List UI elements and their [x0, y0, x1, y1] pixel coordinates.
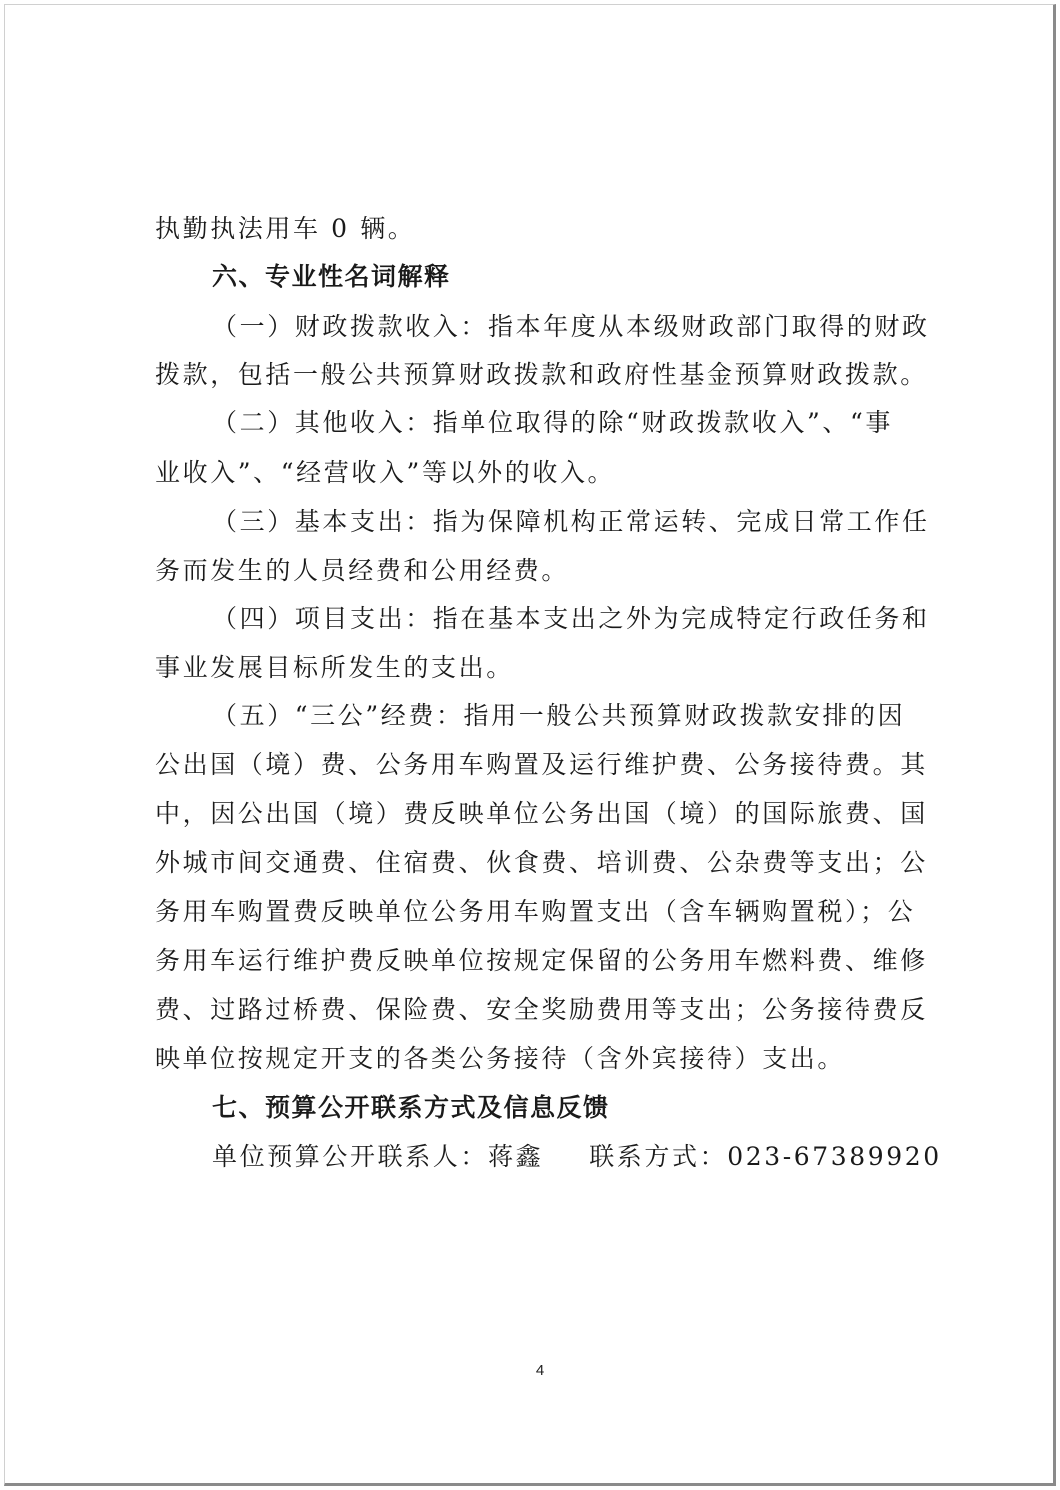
paragraph-line: 执勤执法用车 0 辆。: [155, 214, 416, 243]
paragraph-line: （三）基本支出：指为保障机构正常运转、完成日常工作任: [212, 507, 930, 536]
paragraph-line: （二）其他收入：指单位取得的除“财政拨款收入”、“事: [212, 408, 893, 437]
paragraph-line: 拨款，包括一般公共预算财政拨款和政府性基金预算财政拨款。: [155, 360, 928, 389]
contact-line: [212, 1141, 942, 1173]
page: [4, 4, 1056, 1486]
contact-person: 单位预算公开联系人：蒋鑫: [212, 1142, 544, 1171]
contact-phone: 联系方式：023-67389920: [589, 1142, 942, 1171]
paragraph-line: 务用车运行维护费反映单位按规定保留的公务用车燃料费、维修: [155, 946, 928, 975]
paragraph-line: 业收入”、“经营收入”等以外的收入。: [155, 458, 616, 487]
paragraph-line: 中，因公出国（境）费反映单位公务出国（境）的国际旅费、国: [155, 799, 928, 828]
paragraph-line: 事业发展目标所发生的支出。: [155, 653, 514, 682]
paragraph-line: （四）项目支出：指在基本支出之外为完成特定行政任务和: [212, 604, 930, 633]
paragraph-line: 费、过路过桥费、保险费、安全奖励费用等支出；公务接待费反: [155, 995, 928, 1024]
paragraph-line: 公出国（境）费、公务用车购置及运行维护费、公务接待费。其: [155, 750, 928, 779]
page-number: 4: [535, 1362, 545, 1379]
section-heading: 六、专业性名词解释: [212, 262, 451, 291]
paragraph-line: 映单位按规定开支的各类公务接待（含外宾接待）支出。: [155, 1044, 846, 1073]
paragraph-line: （一）财政拨款收入：指本年度从本级财政部门取得的财政: [212, 312, 930, 341]
section-heading: 七、预算公开联系方式及信息反馈: [212, 1093, 610, 1122]
paragraph-line: 外城市间交通费、住宿费、伙食费、培训费、公杂费等支出；公: [155, 848, 928, 877]
paragraph-line: 务用车购置费反映单位公务用车购置支出（含车辆购置税）；公: [155, 897, 916, 926]
paragraph-line: （五）“三公”经费：指用一般公共预算财政拨款安排的因: [212, 701, 906, 730]
paragraph-line: 务而发生的人员经费和公用经费。: [155, 556, 570, 585]
